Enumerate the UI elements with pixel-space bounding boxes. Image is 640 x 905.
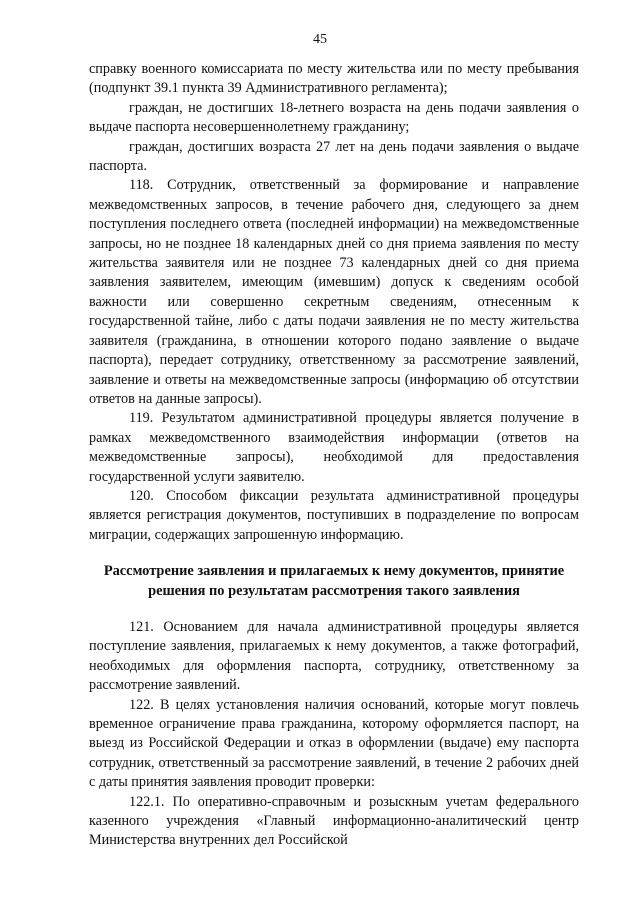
paragraph: граждан, не достигших 18-летнего возраста на день подачи заявления о выдаче паспорта несовершеннолетнему гражданину; xyxy=(89,99,579,136)
paragraph: 121. Основанием для начала административной процедуры является поступление заявления, прилагаемых к нему документов, а также фотографий, необходимых для оформления паспорта, сотруднику, ответственному за рассмотрение заявлений. xyxy=(89,618,579,694)
paragraph: 120. Способом фиксации результата административной процедуры является регистрация документов, поступивших в подразделение по вопросам миграции, содержащих запрошенную информацию. xyxy=(89,487,579,543)
section-heading: Рассмотрение заявления и прилагаемых к нему документов, принятие решения по результатам рассмотрения такого заявления xyxy=(103,563,565,599)
paragraph: 119. Результатом административной процедуры является получение в рамках межведомственного взаимодействия информации (ответов на межведомственные запросы), необходимой для предоставления государственной услуги заявителю. xyxy=(89,410,579,485)
paragraph: 122.1. По оперативно-справочным и розыскным учетам федерального казенного учреждения «Главный информационно-аналитический центр Министерства внутренних дел Российской xyxy=(89,793,579,849)
paragraphs-after xyxy=(89,618,579,851)
paragraph: 118. Сотрудник, ответственный за формирование и направление межведомственных запросов, в течение рабочего дня, следующего за днем поступления последнего ответа (последней информации) на межведомственные запросы, но не позднее 18 календарных дней со дня приема заявления по месту жительства заявителя или не позднее 73 календарных дней со дня приема заявления заявителем, имеющим (имевшим) допуск к сведениям особой важности или совершенно секретным сведениям, отнесенным к государственной тайне, либо с даты подачи заявления не по месту жительства заявителя (гражданина, в отношении которого подано заявление о выдаче паспорта), передает сотруднику, ответственному за рассмотрение заявлений, заявление и ответы на межведомственные запросы (информацию об отсутствии ответов на данные запросы). xyxy=(89,177,579,407)
document-body xyxy=(89,60,579,851)
page-number: 45 xyxy=(313,32,327,47)
paragraphs-before xyxy=(89,60,579,545)
paragraph: справку военного комиссариата по месту жительства или по месту пребывания (подпункт 39.1 пункта 39 Административного регламента); xyxy=(89,61,579,97)
paragraph: 122. В целях установления наличия оснований, которые могут повлечь временное ограничение права гражданина, которому оформляется паспорт, на выезд из Российской Федерации и отказ в оформлении (выдаче) ему паспорта сотрудник, ответственный за рассмотрение заявлений, в течение 2 рабочих дней с даты принятия заявления проводит проверки: xyxy=(89,696,579,791)
paragraph: граждан, достигших возраста 27 лет на день подачи заявления о выдаче паспорта. xyxy=(89,138,579,175)
